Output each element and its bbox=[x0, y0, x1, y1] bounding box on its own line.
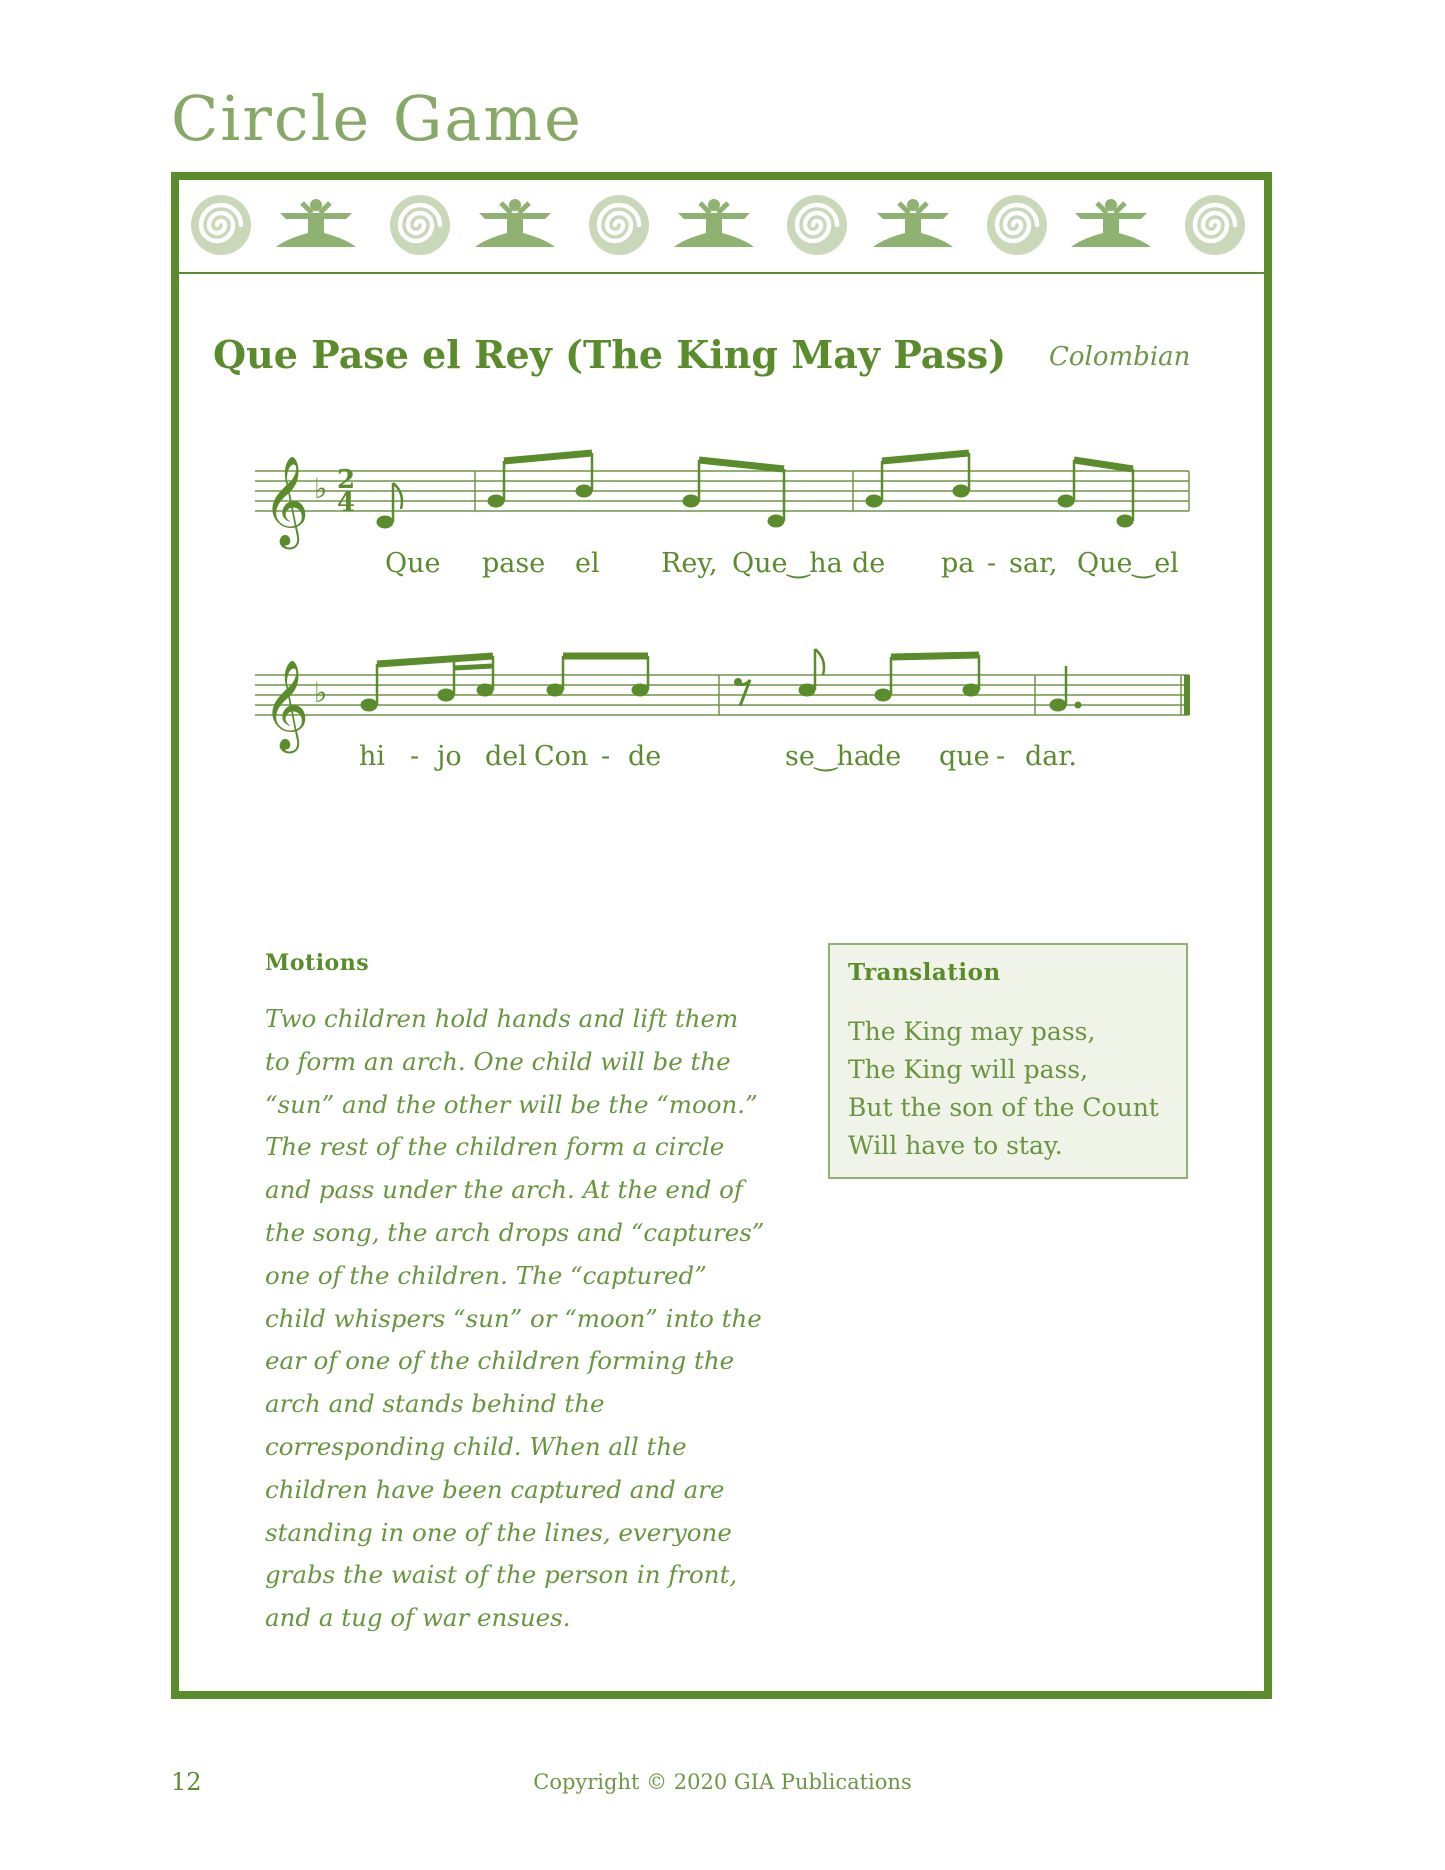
final-barline bbox=[1184, 675, 1190, 715]
translation-box bbox=[828, 943, 1188, 1179]
lyric-syllable: Con bbox=[534, 741, 589, 772]
translation-line: But the son of the Count bbox=[848, 1093, 1159, 1122]
lyric-syllable: - bbox=[410, 741, 420, 772]
lyric-syllable: del bbox=[485, 741, 527, 772]
flat-sign: ♭ bbox=[314, 472, 328, 505]
svg-text:2: 2 bbox=[337, 465, 356, 495]
lyric-syllable: Rey, bbox=[661, 548, 718, 579]
translation-line: The King will pass, bbox=[848, 1055, 1089, 1084]
treble-clef-icon bbox=[263, 660, 309, 754]
motions-text: Two children hold hands and lift them to form an arch. One child will be the “sun” and the other will be the “moon.” The rest of the children form a circle and pass under the arch. At the end of the song, the arch drops and “captures” one of the children. The “captured” child whispers “sun” or “moon” into the ear of one of the children forming the arch and stands behind the corresponding child. When all the children have been captured and are standing in one of the lines, everyone grabs the waist of the person in front, and a tug of war ensues. bbox=[265, 1004, 765, 1633]
copyright: Copyright © 2020 GIA Publications bbox=[533, 1770, 912, 1794]
translation-heading: Translation bbox=[848, 959, 1001, 986]
lyric-syllable: - bbox=[987, 548, 997, 579]
lyric-syllable: que bbox=[939, 741, 990, 772]
lyric-syllable: de bbox=[868, 741, 902, 772]
song-origin: Colombian bbox=[1049, 342, 1191, 372]
lyric-syllable: hi bbox=[359, 741, 386, 772]
lyric-syllable: de bbox=[852, 548, 886, 579]
lyric-syllable: - bbox=[996, 741, 1006, 772]
page-number: 12 bbox=[171, 1768, 202, 1796]
motions-heading: Motions bbox=[265, 950, 370, 976]
song-title: Que Pase el Rey (The King May Pass) bbox=[213, 332, 1007, 377]
notes-line-2 bbox=[361, 649, 1081, 711]
lyric-syllable: Que‿ha bbox=[732, 548, 843, 579]
lyric-syllable: de bbox=[628, 741, 662, 772]
svg-text:𝄞: 𝄞 bbox=[263, 456, 310, 546]
lyric-syllable: sar, bbox=[1009, 548, 1058, 579]
svg-text:4: 4 bbox=[337, 488, 356, 518]
lyric-syllable: pase bbox=[482, 548, 546, 579]
section-title: Circle Game bbox=[171, 82, 583, 155]
translation-line: The King may pass, bbox=[848, 1017, 1096, 1046]
staff-line-1 bbox=[255, 471, 1189, 511]
lyric-syllable: Que bbox=[385, 548, 441, 579]
flat-sign: ♭ bbox=[314, 676, 328, 709]
svg-text:𝄞: 𝄞 bbox=[263, 660, 310, 750]
translation-line: Will have to stay. bbox=[848, 1131, 1063, 1160]
lyric-syllable: Que‿el bbox=[1077, 548, 1179, 579]
treble-clef-icon bbox=[263, 456, 309, 550]
music-notation bbox=[179, 180, 1264, 820]
lyric-syllable: el bbox=[575, 548, 600, 579]
lyric-syllable: jo bbox=[437, 741, 462, 772]
lyric-syllable: se‿ha bbox=[785, 741, 871, 772]
lyric-syllable: - bbox=[601, 741, 611, 772]
lyric-syllable: pa bbox=[941, 548, 975, 579]
song-frame bbox=[171, 172, 1272, 1699]
lyric-syllable: dar. bbox=[1025, 741, 1077, 772]
time-signature bbox=[337, 465, 355, 518]
staff-line-2 bbox=[255, 675, 1189, 715]
